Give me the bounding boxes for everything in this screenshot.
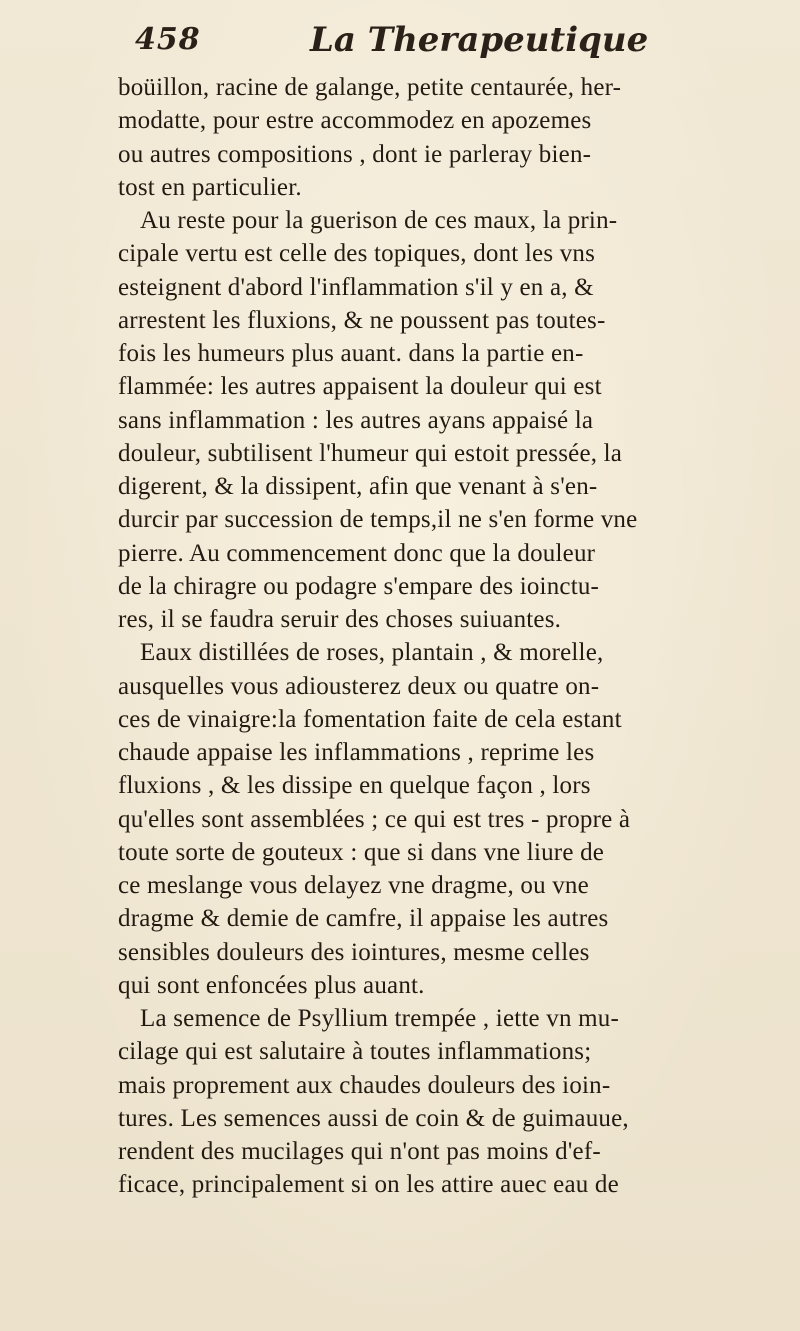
text-line: sans inflammation : les autres ayans appaisé la (118, 406, 594, 434)
text-line: chaude appaise les inflammations , reprime les (118, 739, 595, 766)
text-line: sensibles douleurs des iointures, mesme celles (118, 938, 590, 966)
text-line: cipale vertu est celle des topiques, dont les vns (118, 240, 596, 268)
text-line: dragme & demie de camfre, il appaise les autres (118, 905, 609, 933)
text-line: ces de vinaigre:la fomentation faite de cela estant (118, 705, 622, 733)
text-line: toute sorte de gouteux : que si dans vne liure de (118, 838, 605, 866)
running-title: La Therapeutique (310, 20, 649, 60)
text-line: rendent des mucilages qui n'ont pas moins d'ef- (118, 1138, 601, 1165)
text-line: ou autres compositions , dont ie parleray bien- (118, 140, 592, 168)
text-line: qui sont enfoncées plus auant. (118, 971, 425, 999)
text-line: fois les humeurs plus auant. dans la partie en- (118, 340, 584, 367)
text-line: res, il se faudra seruir des choses suiuantes. (118, 606, 562, 633)
text-line: cilage qui est salutaire à toutes inflammations; (118, 1038, 592, 1066)
text-line: douleur, subtilisent l'humeur qui estoit pressée, la (118, 439, 623, 467)
text-line: flammée: les autres appaisent la douleur qui est (118, 373, 602, 401)
text-line: durcir par succession de temps,il ne s'en forme vne (118, 506, 638, 534)
text-line: esteignent d'abord l'inflammation s'il y en a, & (118, 273, 594, 301)
page-header (125, 14, 765, 74)
text-line: arrestent les fluxions, & ne poussent pas toutes- (118, 306, 606, 334)
text-line: fluxions , & les dissipe en quelque façon , lors (118, 772, 591, 800)
paragraph-start-line: La semence de Psyllium trempée , iette vn mu- (140, 1005, 619, 1032)
text-line: tures. Les semences aussi de coin & de guimauue, (118, 1104, 629, 1132)
page-number: 458 (135, 22, 201, 57)
text-line: tost en particulier. (118, 173, 302, 201)
text-line: de la chiragre ou podagre s'empare des ioinctu- (118, 572, 600, 600)
text-line: mais proprement aux chaudes douleurs des ioin- (118, 1071, 611, 1099)
text-line: qu'elles sont assemblées ; ce qui est tres - propre à (118, 805, 631, 833)
text-line: ausquelles vous adiousterez deux ou quatre on- (118, 672, 600, 700)
text-line: modatte, pour estre accommodez en apozemes (118, 107, 592, 135)
paragraph-start-line: Eaux distillées de roses, plantain , & morelle, (140, 639, 604, 667)
text-line: ce meslange vous delayez vne dragme, ou vne (118, 872, 589, 899)
text-line: boüillon, racine de galange, petite centaurée, her- (118, 74, 622, 101)
text-line: digerent, & la dissipent, afin que venant à s'en- (118, 473, 598, 500)
body-text (118, 71, 778, 1202)
paragraph-start-line: Au reste pour la guerison de ces maux, la prin- (140, 207, 618, 234)
text-line: ficace, principalement si on les attire auec eau de (118, 1171, 619, 1199)
text-line: pierre. Au commencement donc que la douleur (118, 539, 596, 567)
